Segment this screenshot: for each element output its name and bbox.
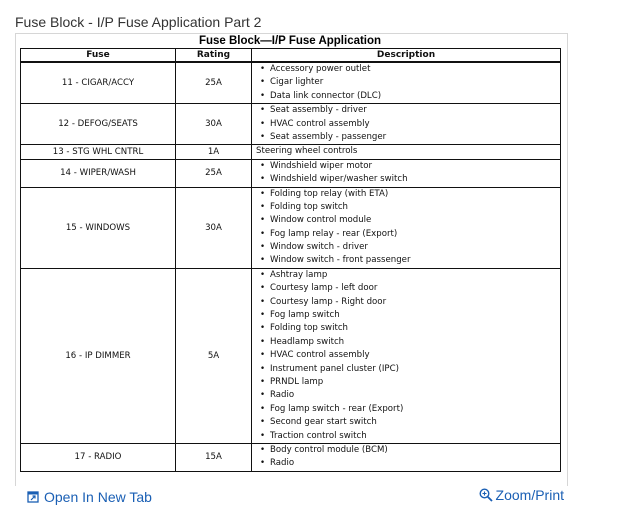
table-row	[21, 145, 561, 159]
description-cell	[252, 159, 561, 187]
open-in-new-tab-label: Open In New Tab	[44, 489, 152, 505]
document-title: Fuse Block—I/P Fuse Application	[198, 35, 382, 47]
description-list	[256, 269, 556, 443]
description-item: • Instrument panel cluster (IPC)	[256, 363, 556, 376]
table-row	[21, 187, 561, 268]
page-title: Fuse Block - I/P Fuse Application Part 2	[15, 14, 262, 30]
description-item: • Window switch - front passenger	[256, 254, 556, 267]
zoom-print-link[interactable]	[479, 487, 564, 503]
description-list	[256, 104, 556, 144]
open-in-new-tab-icon	[27, 491, 39, 503]
column-header-fuse: Fuse	[21, 49, 176, 63]
description-list	[256, 63, 556, 103]
description-cell	[252, 187, 561, 268]
description-cell	[252, 104, 561, 145]
description-item: • HVAC control assembly	[256, 349, 556, 362]
rating-cell: 30A	[176, 104, 252, 145]
rating-cell: 15A	[176, 443, 252, 471]
fuse-name-cell: 16 - IP DIMMER	[21, 268, 176, 443]
description-list	[256, 160, 556, 187]
rating-cell: 1A	[176, 145, 252, 159]
description-item: • Accessory power outlet	[256, 63, 556, 76]
zoom-print-label: Zoom/Print	[495, 487, 564, 503]
table-row	[21, 443, 561, 471]
description-item: • Second gear start switch	[256, 416, 556, 429]
description-item: • Folding top relay (with ETA)	[256, 188, 556, 201]
fuse-table	[20, 48, 561, 472]
fuse-name-cell: 11 - CIGAR/ACCY	[21, 62, 176, 104]
table-row	[21, 104, 561, 145]
description-item: • Cigar lighter	[256, 76, 556, 89]
table-header-row	[21, 49, 561, 63]
description-item: • Courtesy lamp - left door	[256, 282, 556, 295]
fuse-document	[20, 34, 560, 472]
description-item: • Windshield wiper motor	[256, 160, 556, 173]
rating-cell: 30A	[176, 187, 252, 268]
description-item: • Fog lamp relay - rear (Export)	[256, 228, 556, 241]
column-header-description: Description	[252, 49, 561, 63]
description-item: • Body control module (BCM)	[256, 444, 556, 457]
description-cell	[252, 62, 561, 104]
zoom-icon	[479, 488, 493, 502]
table-row	[21, 159, 561, 187]
rating-cell: 5A	[176, 268, 252, 443]
description-item: • Traction control switch	[256, 430, 556, 443]
description-item: • Window switch - driver	[256, 241, 556, 254]
description-item: • PRNDL lamp	[256, 376, 556, 389]
description-item: • Courtesy lamp - Right door	[256, 296, 556, 309]
description-cell	[252, 145, 561, 159]
description-list	[256, 444, 556, 471]
table-row	[21, 62, 561, 104]
description-list	[256, 188, 556, 268]
description-item: • Seat assembly - passenger	[256, 131, 556, 144]
description-cell	[252, 268, 561, 443]
description-item: • Folding top switch	[256, 322, 556, 335]
description-item: • Fog lamp switch	[256, 309, 556, 322]
rating-cell: 25A	[176, 159, 252, 187]
description-item: • Data link connector (DLC)	[256, 90, 556, 103]
description-item: • HVAC control assembly	[256, 118, 556, 131]
description-item: • Headlamp switch	[256, 336, 556, 349]
description-item: • Windshield wiper/washer switch	[256, 173, 556, 186]
description-item: • Folding top switch	[256, 201, 556, 214]
description-text: Steering wheel controls	[256, 146, 358, 157]
fuse-name-cell: 14 - WIPER/WASH	[21, 159, 176, 187]
description-item: • Radio	[256, 457, 556, 470]
description-item: • Ashtray lamp	[256, 269, 556, 282]
description-item: • Radio	[256, 389, 556, 402]
bottom-action-bar	[15, 486, 568, 503]
rating-cell: 25A	[176, 62, 252, 104]
fuse-name-cell: 17 - RADIO	[21, 443, 176, 471]
fuse-name-cell: 15 - WINDOWS	[21, 187, 176, 268]
description-item: • Seat assembly - driver	[256, 104, 556, 117]
fuse-name-cell: 13 - STG WHL CNTRL	[21, 145, 176, 159]
description-item: • Window control module	[256, 214, 556, 227]
description-item: • Fog lamp switch - rear (Export)	[256, 403, 556, 416]
column-header-rating: Rating	[176, 49, 252, 63]
description-cell	[252, 443, 561, 471]
table-row	[21, 268, 561, 443]
fuse-name-cell: 12 - DEFOG/SEATS	[21, 104, 176, 145]
